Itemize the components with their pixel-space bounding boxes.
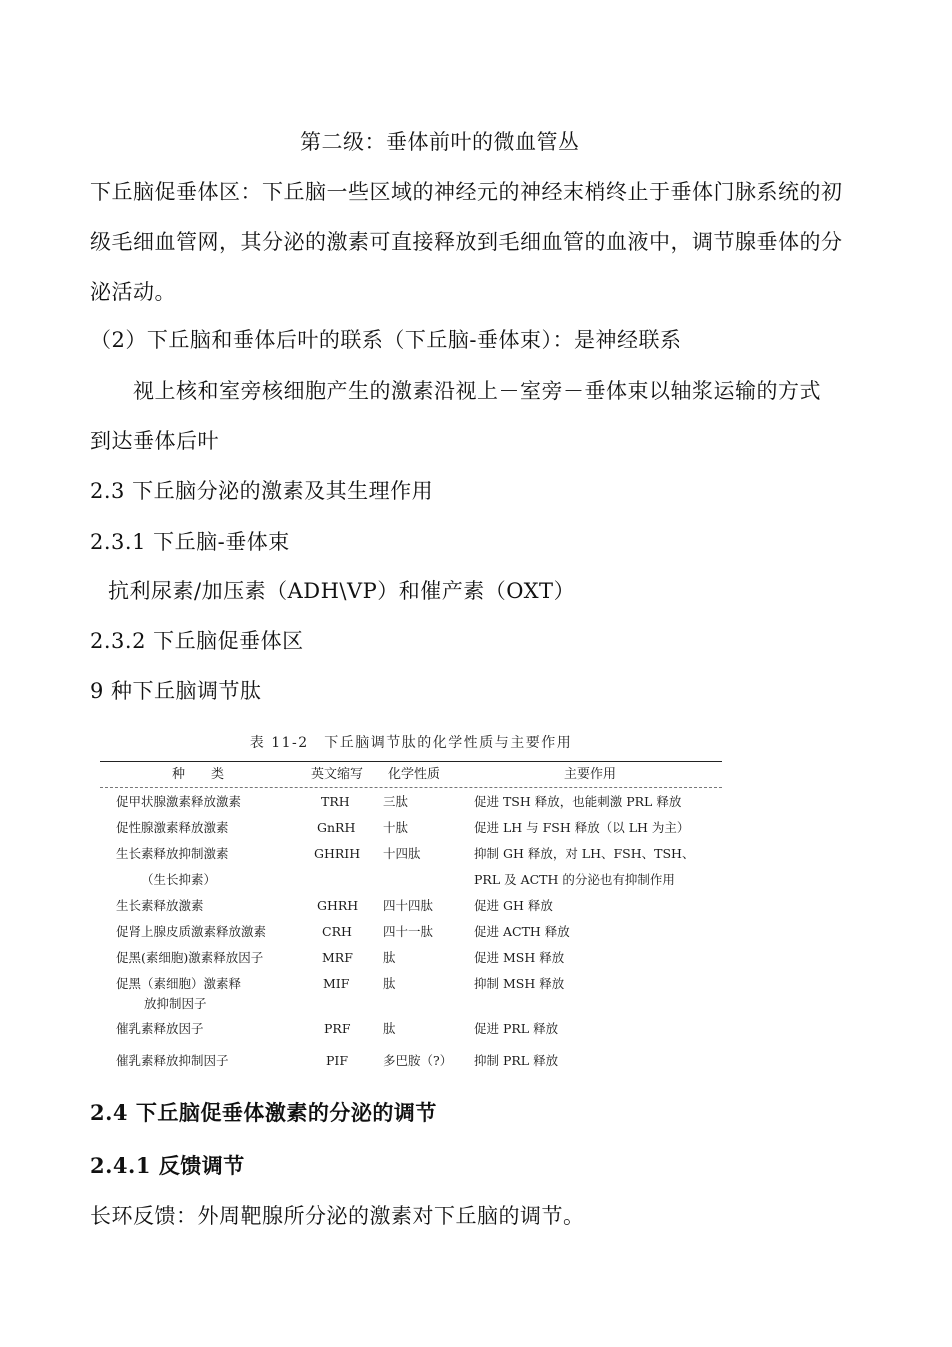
- table-cell-kind: （生长抑素）: [141, 872, 217, 887]
- table-cell-chem: 三肽: [383, 794, 409, 809]
- table-cell-effect: 抑制 GH 释放，对 LH、FSH、TSH、: [474, 846, 695, 861]
- section-subheading: 第二级：垂体前叶的微血管丛: [300, 130, 580, 154]
- table-cell-kind: 促性腺激素释放激素: [116, 820, 229, 835]
- table-cell-chem: 肽: [383, 1021, 396, 1036]
- table-cell-abbr: GHRIH: [314, 846, 361, 861]
- paragraph-line: 级毛细血管网，其分泌的激素可直接释放到毛细血管的血液中，调节腺垂体的分: [90, 230, 843, 254]
- table-cell-kind: 促甲状腺激素释放激素: [116, 794, 242, 809]
- table-cell-abbr: MIF: [323, 976, 350, 991]
- paragraph-line: 长环反馈：外周靶腺所分泌的激素对下丘脑的调节。: [90, 1204, 585, 1228]
- paragraph-line: 抗利尿素/加压素（ADH\VP）和催产素（OXT）: [108, 579, 576, 603]
- table-top-rule: [100, 761, 722, 762]
- table-cell-effect: 抑制 PRL 释放: [474, 1053, 559, 1068]
- table-cell-abbr: PIF: [326, 1053, 349, 1068]
- section-heading: 2.3 下丘脑分泌的激素及其生理作用: [90, 479, 434, 503]
- table-cell-chem: 多巴胺（?）: [383, 1053, 453, 1068]
- table-cell-chem: 四十四肽: [383, 898, 434, 913]
- table-cell-kind: 生长素释放抑制激素: [116, 846, 229, 861]
- paragraph-line: 9 种下丘脑调节肽: [90, 679, 262, 703]
- table-cell-kind: 放抑制因子: [144, 996, 207, 1011]
- table-cell-abbr: PRF: [324, 1021, 351, 1036]
- table-cell-chem: 四十一肽: [383, 924, 434, 939]
- table-cell-effect: 促进 PRL 释放: [474, 1021, 559, 1036]
- paragraph-line: 到达垂体后叶: [90, 429, 219, 453]
- table-cell-kind: 促肾上腺皮质激素释放激素: [116, 924, 267, 939]
- table-cell-effect: 促进 GH 释放: [474, 898, 553, 913]
- section-heading: 2.4 下丘脑促垂体激素的分泌的调节: [90, 1100, 437, 1125]
- section-heading: 2.3.1 下丘脑-垂体束: [90, 530, 290, 554]
- table-cell-kind: 催乳素释放因子: [116, 1021, 204, 1036]
- table-cell-effect: 促进 ACTH 释放: [474, 924, 570, 939]
- table-cell-kind: 促黑（素细胞）激素释: [116, 976, 242, 991]
- table-cell-chem: 肽: [383, 976, 396, 991]
- table-caption: 表 11-2 下丘脑调节肽的化学性质与主要作用: [249, 735, 573, 751]
- table-cell-abbr: GHRH: [317, 898, 359, 913]
- table-cell-kind: 生长素释放激素: [116, 898, 204, 913]
- table-cell-effect: 促进 MSH 释放: [474, 950, 565, 965]
- table-cell-chem: 十肽: [383, 820, 409, 835]
- section-heading: 2.3.2 下丘脑促垂体区: [90, 629, 304, 653]
- table-cell-effect: 抑制 MSH 释放: [474, 976, 565, 991]
- table-header-chem: 化学性质: [388, 767, 441, 782]
- table-cell-abbr: TRH: [321, 794, 350, 809]
- paragraph-line: 下丘脑促垂体区：下丘脑一些区域的神经元的神经末梢终止于垂体门脉系统的初: [90, 180, 843, 204]
- table-header-abbr: 英文缩写: [311, 767, 364, 782]
- table-header-kind: 种 类: [172, 767, 225, 782]
- table-cell-abbr: CRH: [322, 924, 352, 939]
- table-cell-chem: 十四肽: [383, 846, 421, 861]
- section-heading: 2.4.1 反馈调节: [90, 1153, 245, 1178]
- paragraph-line: （2）下丘脑和垂体后叶的联系（下丘脑-垂体束）：是神经联系: [90, 328, 682, 352]
- table-cell-chem: 肽: [383, 950, 396, 965]
- paragraph-line: 泌活动。: [90, 280, 176, 304]
- table-cell-abbr: MRF: [322, 950, 353, 965]
- table-cell-effect: 促进 LH 与 FSH 释放（以 LH 为主）: [474, 820, 690, 835]
- table-cell-kind: 促黑(素细胞)激素释放因子: [116, 950, 264, 965]
- table-header-effect: 主要作用: [564, 767, 617, 782]
- table-cell-effect: 促进 TSH 释放，也能刺激 PRL 释放: [474, 794, 682, 809]
- table-cell-effect: PRL 及 ACTH 的分泌也有抑制作用: [474, 872, 675, 887]
- table-header-rule: [100, 787, 722, 788]
- paragraph-line: 视上核和室旁核细胞产生的激素沿视上－室旁－垂体束以轴浆运输的方式: [133, 379, 821, 403]
- table-cell-kind: 催乳素释放抑制因子: [116, 1053, 229, 1068]
- table-cell-abbr: GnRH: [317, 820, 356, 835]
